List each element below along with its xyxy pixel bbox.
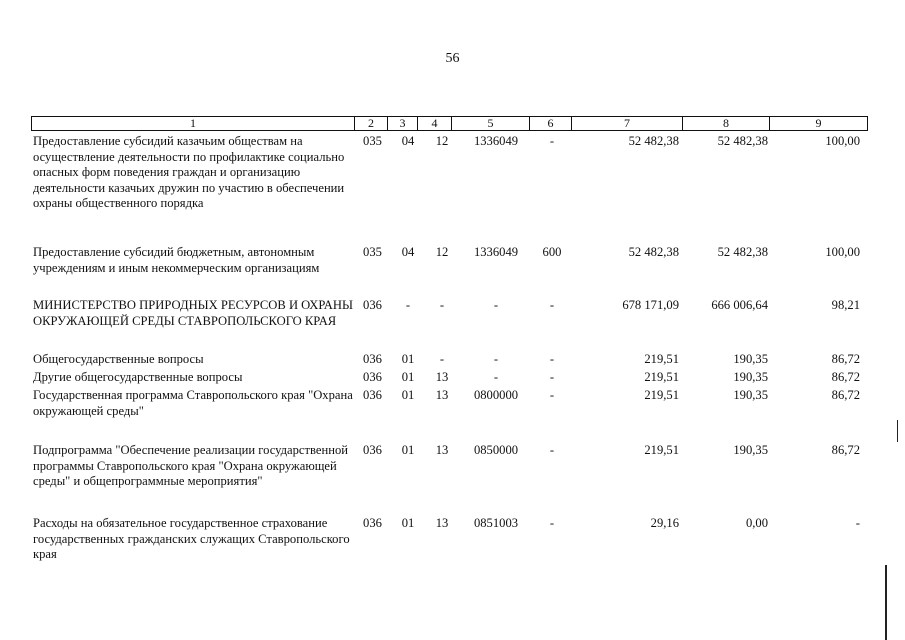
row-col-3: 04 <box>401 245 415 259</box>
row-col-7: 678 171,09 <box>622 298 679 312</box>
row-col-5: - <box>493 352 499 366</box>
header-col-3: 3 <box>387 117 417 130</box>
row-description: Расходы на обязательное государственное страхование государственных гражданских служащих Ставропольского края <box>33 516 350 561</box>
row-col-2: 036 <box>363 352 382 366</box>
row-col-8: 190,35 <box>733 388 768 402</box>
row-col-6: - <box>549 370 555 384</box>
row-col-3: 01 <box>401 443 415 457</box>
header-col-1: 1 <box>190 116 196 130</box>
row-description: Предоставление субсидий бюджетным, автономным учреждениям и иным некоммерческим организациям <box>33 245 320 275</box>
row-col-4: 13 <box>435 370 449 384</box>
row-col-9: 100,00 <box>825 245 860 259</box>
row-col-9: 86,72 <box>831 370 860 384</box>
row-col-3: 01 <box>401 352 415 366</box>
row-description: Общегосударственные вопросы <box>33 352 204 366</box>
header-col-2: 2 <box>354 117 387 130</box>
row-description: Подпрограмма "Обеспечение реализации государственной программы Ставропольского края "Охрана окружающей среды" и общепрограммные мероприятия" <box>33 443 348 488</box>
row-col-6: - <box>549 443 555 457</box>
row-col-4: - <box>439 298 445 312</box>
row-col-9: 86,72 <box>831 352 860 366</box>
row-col-7: 219,51 <box>644 352 679 366</box>
header-col-6: 6 <box>529 117 571 130</box>
row-col-5: - <box>493 370 499 384</box>
row-description: Предоставление субсидий казачьим обществам на осуществление деятельности по профилактике социально опасных форм поведения граждан и организацию деятельности казачьих дружин по участию в обеспечении охраны общественного порядка <box>33 134 345 210</box>
row-col-5: 1336049 <box>473 245 519 259</box>
row-col-8: 190,35 <box>733 370 768 384</box>
row-col-6: - <box>549 352 555 366</box>
row-col-8: 190,35 <box>733 352 768 366</box>
row-col-4: - <box>439 352 445 366</box>
row-col-2: 036 <box>363 370 382 384</box>
row-col-7: 29,16 <box>650 516 679 530</box>
row-col-2: 035 <box>363 134 382 148</box>
row-col-7: 52 482,38 <box>628 245 679 259</box>
row-col-6: - <box>549 298 555 312</box>
row-col-3: 04 <box>401 134 415 148</box>
row-col-2: 036 <box>363 388 382 402</box>
row-col-9: - <box>855 516 860 530</box>
row-col-6: 600 <box>542 245 562 259</box>
row-col-5: 0851003 <box>473 516 519 530</box>
page-number: 56 <box>445 51 460 66</box>
row-col-8: 0,00 <box>745 516 768 530</box>
header-col-5: 5 <box>451 117 529 130</box>
row-col-5: 0800000 <box>473 388 519 402</box>
row-description: Государственная программа Ставропольского края "Охрана окружающей среды" <box>33 388 353 418</box>
scan-artifact-line <box>885 565 887 640</box>
row-col-8: 52 482,38 <box>717 245 768 259</box>
row-col-6: - <box>549 388 555 402</box>
row-description: Другие общегосударственные вопросы <box>33 370 243 384</box>
header-col-8: 8 <box>682 117 769 130</box>
row-col-3: 01 <box>401 370 415 384</box>
row-col-2: 035 <box>363 245 382 259</box>
header-col-7: 7 <box>571 117 682 130</box>
row-col-3: 01 <box>401 388 415 402</box>
row-col-7: 219,51 <box>644 370 679 384</box>
row-col-6: - <box>549 516 555 530</box>
row-col-4: 12 <box>435 245 449 259</box>
row-col-8: 52 482,38 <box>717 134 768 148</box>
row-col-9: 100,00 <box>825 134 860 148</box>
row-col-2: 036 <box>363 516 382 530</box>
row-col-9: 86,72 <box>831 388 860 402</box>
row-col-8: 190,35 <box>733 443 768 457</box>
row-col-4: 13 <box>435 443 449 457</box>
scan-artifact-line <box>897 420 898 442</box>
row-col-7: 219,51 <box>644 443 679 457</box>
row-col-4: 12 <box>435 134 449 148</box>
row-col-5: - <box>493 298 499 312</box>
row-col-8: 666 006,64 <box>711 298 768 312</box>
row-col-2: 036 <box>363 298 382 312</box>
row-col-9: 98,21 <box>831 298 860 312</box>
row-col-3: 01 <box>401 516 415 530</box>
header-col-9: 9 <box>769 117 867 130</box>
header-col-4: 4 <box>417 117 451 130</box>
row-col-4: 13 <box>435 516 449 530</box>
row-col-3: - <box>405 298 411 312</box>
row-col-7: 219,51 <box>644 388 679 402</box>
row-col-9: 86,72 <box>831 443 860 457</box>
row-col-5: 0850000 <box>473 443 519 457</box>
row-description: МИНИСТЕРСТВО ПРИРОДНЫХ РЕСУРСОВ И ОХРАНЫ ОКРУЖАЮЩЕЙ СРЕДЫ СТАВРОПОЛЬСКОГО КРАЯ <box>33 298 353 328</box>
row-col-7: 52 482,38 <box>628 134 679 148</box>
row-col-5: 1336049 <box>473 134 519 148</box>
row-col-6: - <box>549 134 555 148</box>
row-col-2: 036 <box>363 443 382 457</box>
row-col-4: 13 <box>435 388 449 402</box>
table-header <box>31 116 868 131</box>
